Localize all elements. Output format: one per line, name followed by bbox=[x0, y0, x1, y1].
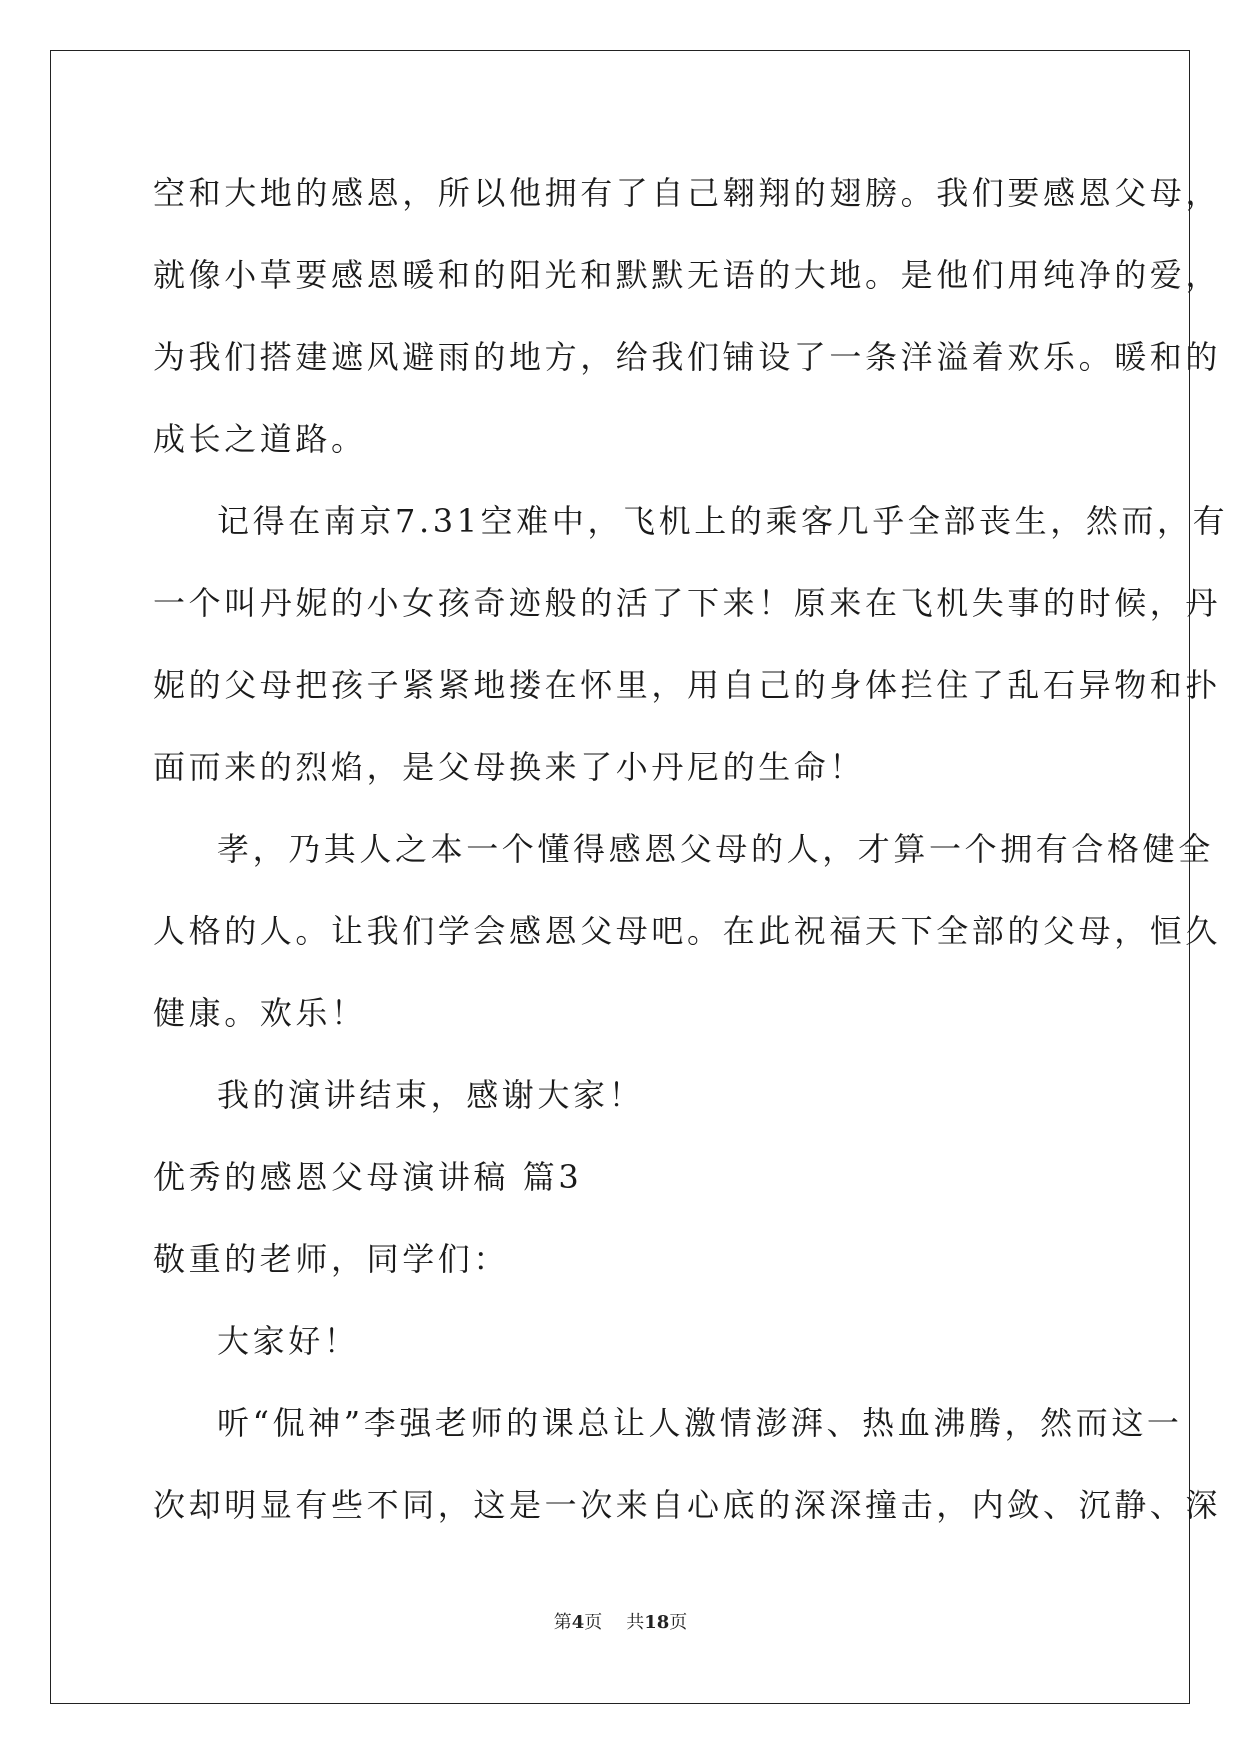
page-footer bbox=[0, 1608, 1241, 1634]
text-line: 空和大地的感恩，所以他拥有了自己翱翔的翅膀。我们要感恩父母， bbox=[153, 174, 1222, 212]
footer-page-unit: 页 bbox=[584, 1612, 603, 1633]
text-line: 为我们搭建遮风避雨的地方，给我们铺设了一条洋溢着欢乐。暖和的 bbox=[153, 338, 1222, 376]
paragraph-start-line: 我的演讲结束，感谢大家！ bbox=[217, 1076, 645, 1114]
paragraph-start-line: 听“侃神”李强老师的课总让人激情澎湃、热血沸腾，然而这一 bbox=[217, 1404, 1183, 1442]
paragraph-start-line: 孝，乃其人之本一个懂得感恩父母的人，才算一个拥有合格健全 bbox=[217, 830, 1214, 868]
text-line: 面而来的烈焰，是父母换来了小丹尼的生命！ bbox=[153, 748, 866, 786]
document-body bbox=[153, 165, 1229, 1559]
greeting-line: 大家好！ bbox=[217, 1322, 360, 1360]
section-heading: 优秀的感恩父母演讲稿 篇3 bbox=[153, 1158, 583, 1196]
footer-current-page: 4 bbox=[571, 1612, 585, 1633]
text-line: 成长之道路。 bbox=[153, 420, 367, 458]
footer-total-prefix: 共 bbox=[626, 1612, 645, 1633]
salutation-line: 敬重的老师，同学们： bbox=[153, 1240, 510, 1278]
text-line: 人格的人。让我们学会感恩父母吧。在此祝福天下全部的父母，恒久 bbox=[153, 912, 1222, 950]
text-line: 一个叫丹妮的小女孩奇迹般的活了下来！原来在飞机失事的时候，丹 bbox=[153, 584, 1222, 622]
footer-total-pages: 18 bbox=[644, 1612, 670, 1633]
text-line: 健康。欢乐！ bbox=[153, 994, 367, 1032]
paragraph-start-line: 记得在南京7.31空难中，飞机上的乘客几乎全部丧生，然而，有 bbox=[217, 502, 1229, 540]
text-line: 妮的父母把孩子紧紧地搂在怀里，用自己的身体拦住了乱石异物和扑 bbox=[153, 666, 1222, 704]
text-line: 就像小草要感恩暖和的阳光和默默无语的大地。是他们用纯净的爱， bbox=[153, 256, 1222, 294]
text-line: 次却明显有些不同，这是一次来自心底的深深撞击，内敛、沉静、深 bbox=[153, 1486, 1222, 1524]
footer-prefix: 第 bbox=[553, 1612, 572, 1633]
footer-total-unit: 页 bbox=[669, 1612, 688, 1633]
